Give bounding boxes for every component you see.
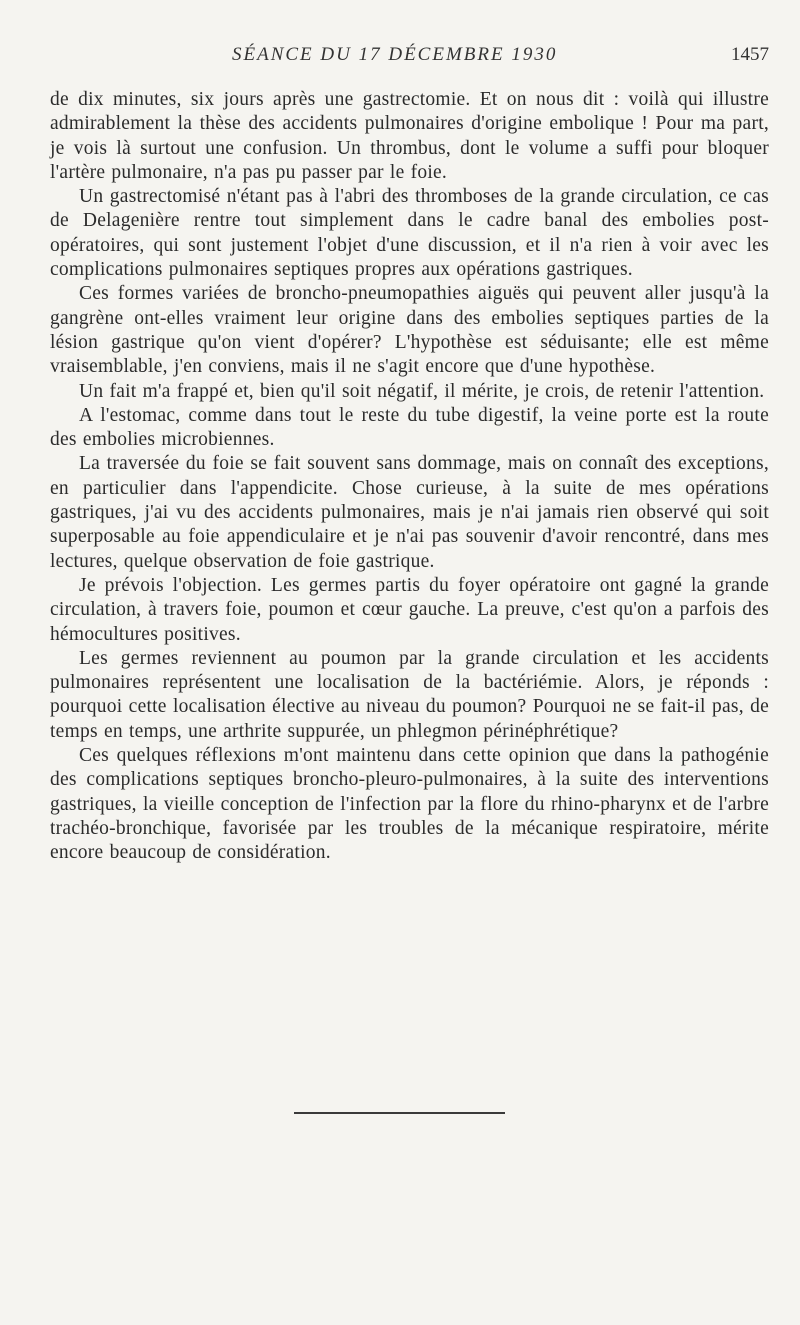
end-rule-divider	[294, 1112, 505, 1114]
page-number: 1457	[731, 44, 769, 65]
paragraph: Je prévois l'objection. Les germes partis du foyer opératoire ont gagné la grande circulation, à travers foie, poumon et cœur gauche. La preuve, c'est qu'on a parfois des hémocultures positives.	[50, 574, 769, 645]
paragraph: Ces quelques réflexions m'ont maintenu dans cette opinion que dans la pathogénie des complications septiques broncho-pleuro-pulmonaires, à la suite des interventions gastriques, la vieille conception de l'infection par la flore du rhino-pharynx et de l'arbre trachéo-bronchique, favorisée par les troubles de la mécanique respiratoire, mérite encore beaucoup de considération.	[50, 745, 769, 864]
paragraph: Un gastrectomisé n'étant pas à l'abri des thromboses de la grande circulation, ce cas de Delagenière rentre tout simplement dans le cadre banal des embolies post-opératoires, qui sont justement l'objet d'une discussion, et il n'a rien à voir avec les complications pulmonaires septiques propres aux opérations gastriques.	[50, 186, 769, 281]
running-title: SÉANCE DU 17 DÉCEMBRE 1930	[232, 44, 558, 65]
paragraph: Ces formes variées de broncho-pneumopathies aiguës qui peuvent aller jusqu'à la gangrène ont-elles vraiment leur origine dans des embolies septiques parties de la lésion gastrique qu'on vient d'opérer? L'hypothèse est séduisante; elle est même vraisemblable, j'en conviens, mais il ne s'agit encore que d'une hypothèse.	[50, 283, 769, 378]
paragraph: Les germes reviennent au poumon par la grande circulation et les accidents pulmonaires représentent une localisation de la bactériémie. Alors, je réponds : pourquoi cette localisation élective au niveau du poumon? Pourquoi ne se fait-il pas, de temps en temps, une arthrite suppurée, un phlegmon périnéphrétique?	[50, 647, 769, 742]
paragraph: A l'estomac, comme dans tout le reste du tube digestif, la veine porte est la route des embolies microbiennes.	[50, 404, 769, 451]
paragraph: La traversée du foie se fait souvent sans dommage, mais on connaît des exceptions, en particulier dans l'appendicite. Chose curieuse, à la suite de mes opérations gastriques, j'ai vu des accidents pulmonaires, mais je n'ai jamais rien observé qui soit superposable au foie appendiculaire et je n'ai pas souvenir d'avoir rencontré, dans mes lectures, quelque observation de foie gastrique.	[50, 453, 769, 572]
paragraph-continued: de dix minutes, six jours après une gastrectomie. Et on nous dit : voilà qui illustre admirablement la thèse des accidents pulmonaires d'origine embolique ! Pour ma part, je vois là surtout une confusion. Un thrombus, dont le volume a suffi pour bloquer l'artère pulmonaire, n'a pas pu passer par le foie.	[50, 89, 769, 183]
paragraph: Un fait m'a frappé et, bien qu'il soit négatif, il mérite, je crois, de retenir l'attention.	[79, 380, 765, 402]
running-head	[50, 44, 769, 68]
body-text	[50, 88, 769, 866]
